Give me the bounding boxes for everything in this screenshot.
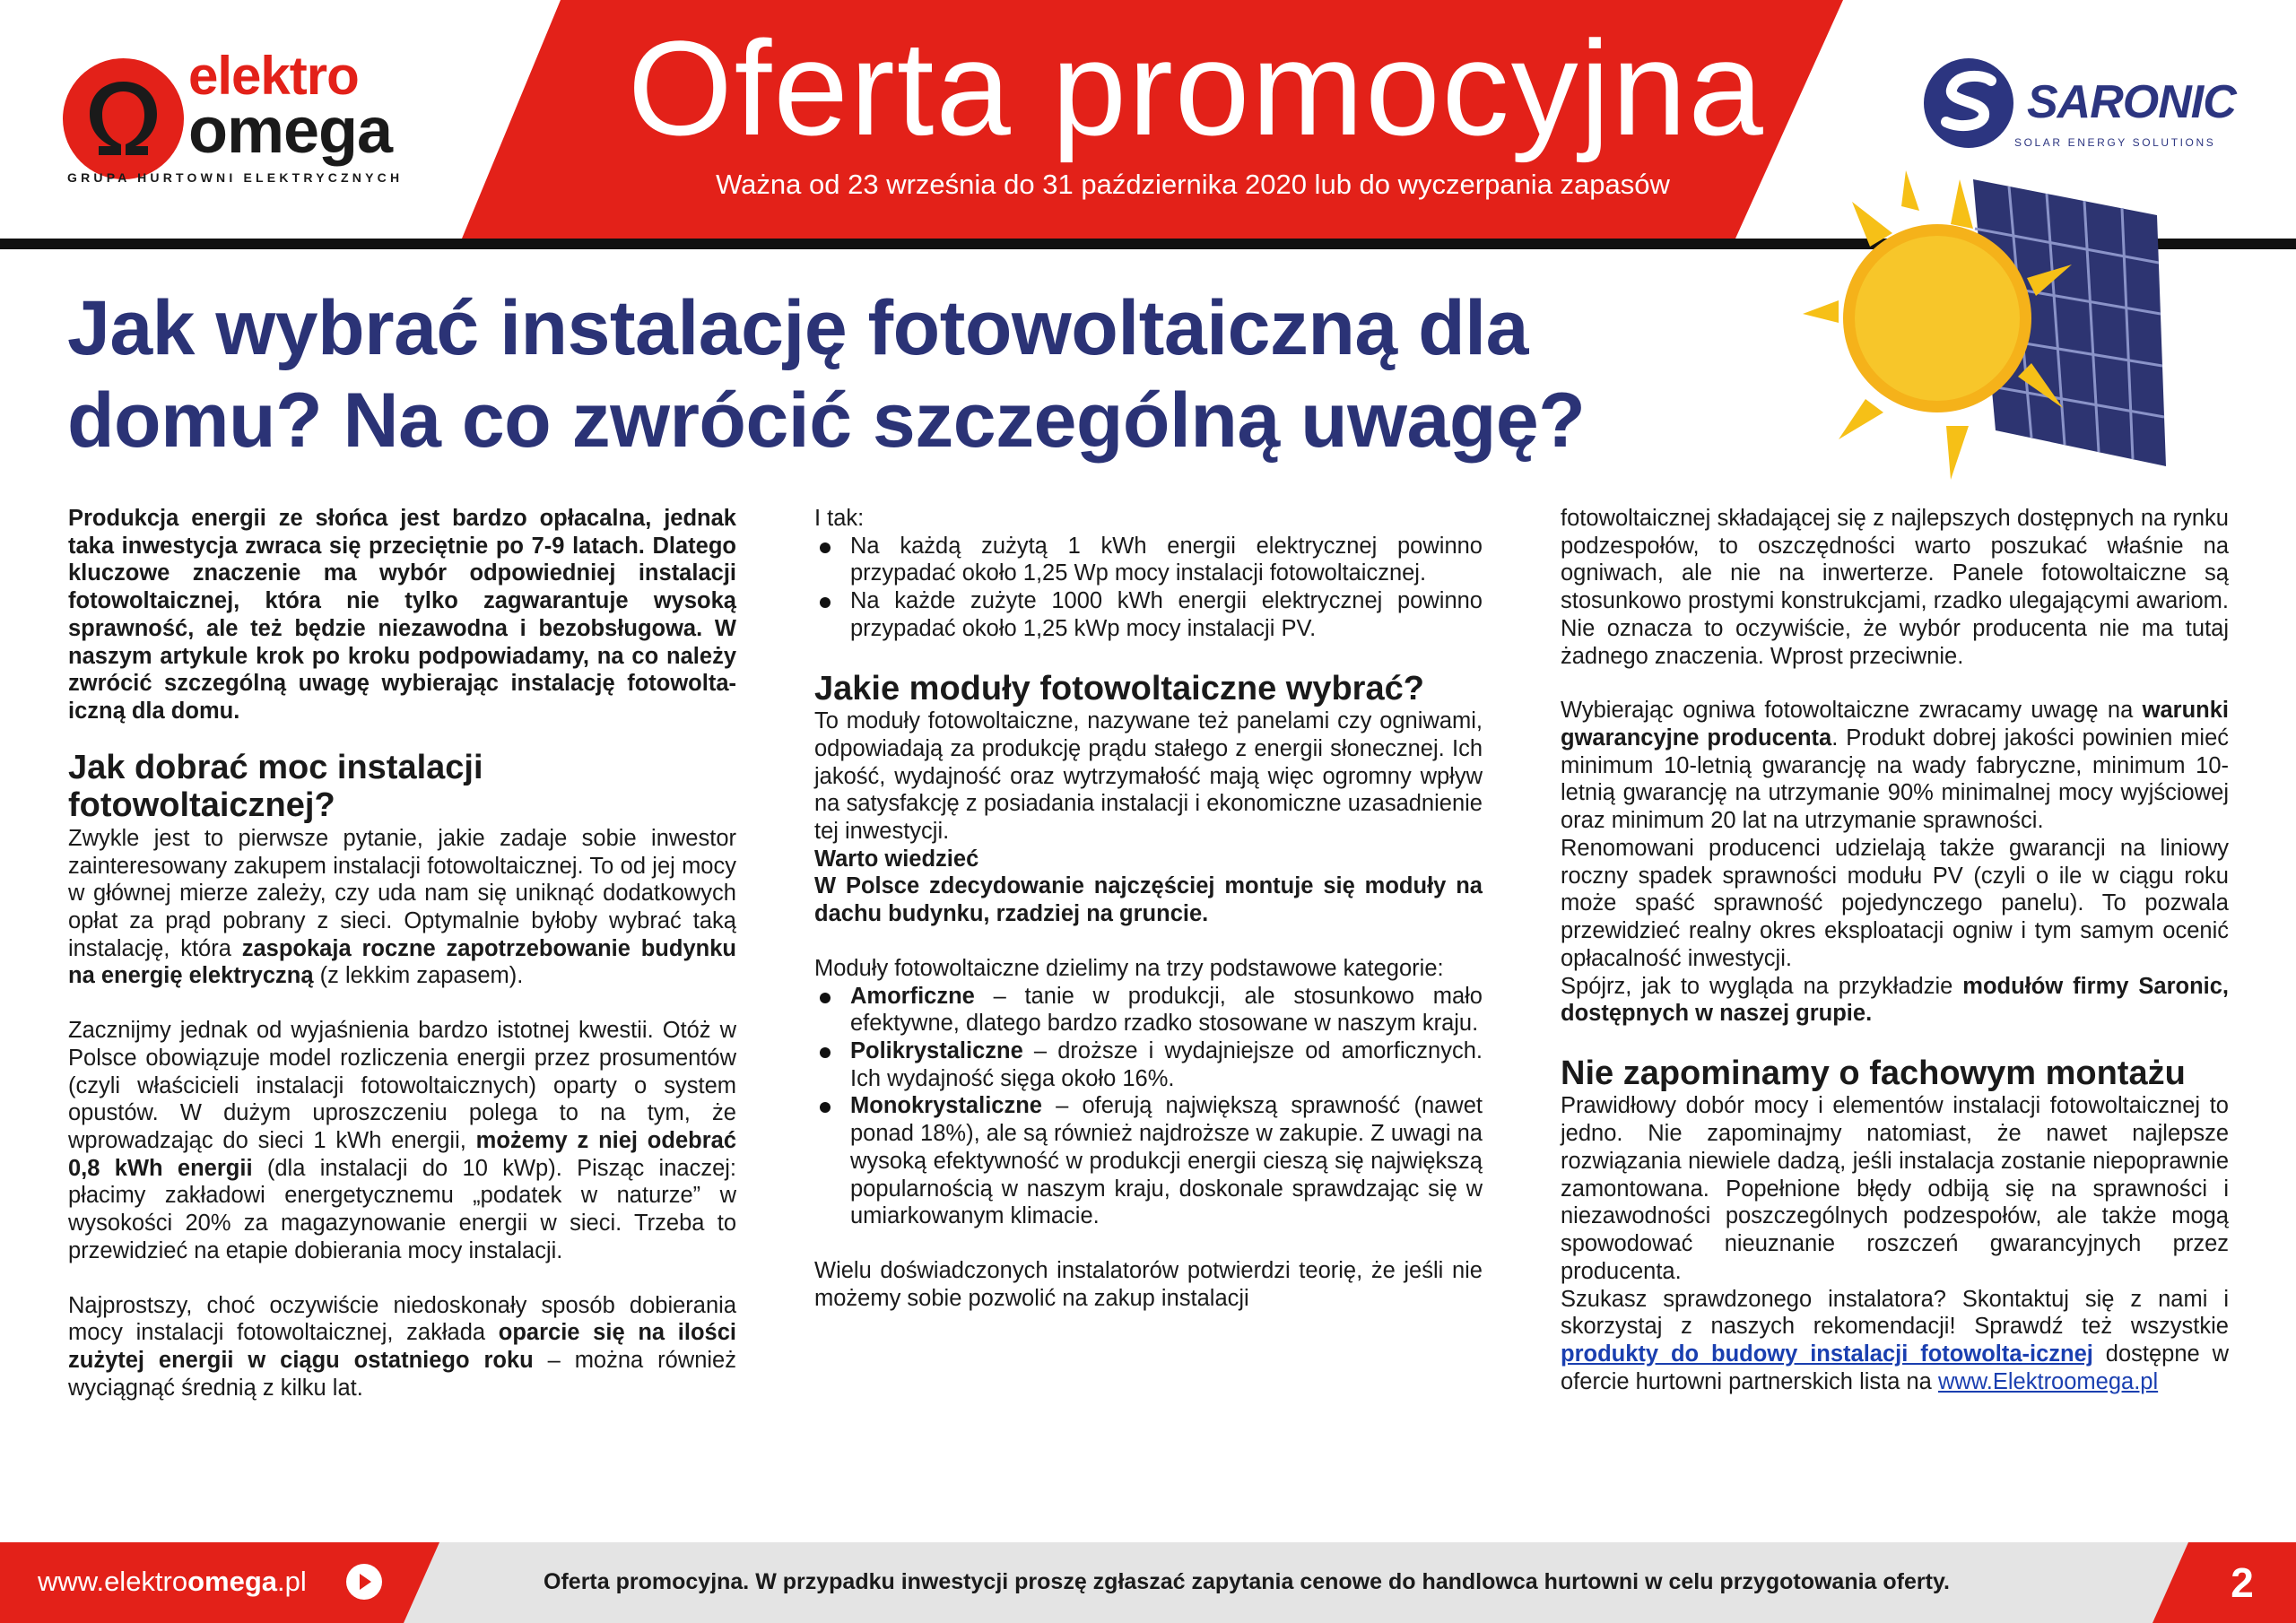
footer <box>0 1542 2296 1623</box>
text-run: Zacznijmy jednak od wyjaśnienia bardzo istotnej kwestii. Otóż w Polsce obowiązuje model rozliczenia energii przez prosumentów (czyli właścicieli instalacji fotowoltaicznych) oparty o system opustów. W dużym uproszczeniu polega to na tym, że wprowadzając do sieci 1 kWh energii, <box>68 1018 736 1154</box>
omega-icon <box>63 58 184 179</box>
play-arrow-icon[interactable] <box>346 1564 382 1600</box>
module-type-desc: – droższe i wydajniejsze od amorficznych. Ich wydajność sięga około 16%. <box>850 1038 1483 1091</box>
text-run: dostępne w ofercie hurtowni partnerskich lista na <box>1561 1341 2229 1394</box>
article-title <box>67 282 1771 467</box>
promo-title: Oferta promocyjna <box>628 13 1765 163</box>
article-lead: Produkcja energii ze słońca jest bardzo opłacalna, jednak taka inwestycja zwraca się przeciętnie po 7-9 latach. Dlatego kluczowe znaczenie ma wybór odpowiedniej instalacji fotowoltaicznej, która nie tylko zagwarantuje wysoką sprawność, ale też będzie niezawodna i bezobsługowa. W naszym artykule krok po kroku podpowiadamy, na co należy zwrócić szczególną uwagę wybierając instalację fotowolta-iczną dla domu. <box>68 506 736 725</box>
tip-label: Warto wiedzieć <box>814 846 979 872</box>
saronic-emblem-icon <box>1919 54 2027 152</box>
module-type-desc: – tanie w produkcji, ale stosunkowo mało efektywne, dlatego bardzo rzadko stosowane w naszym kraju. <box>850 983 1483 1037</box>
paragraph-categories: Moduły fotowoltaiczne dzielimy na trzy podstawowe kategorie: <box>814 955 1444 981</box>
module-type-name: Amorficzne <box>850 983 975 1009</box>
heading-power-selection: Jak dobrać moc instalacji fotowoltaicznej? <box>68 748 483 825</box>
text-run: Zwykle jest to pierwsze pytanie, jakie zadaje sobie inwestor zainteresowany zakupem instalacji fotowoltaicznej. To od jej mocy w głównej mierze zależy, czy uda nam się uniknąć dodatkowych opłat za prąd pobrany z sieci. Optymalnie byłoby wybrać taką instalację, która <box>68 825 736 961</box>
tip-text: W Polsce zdecydowanie najczęściej montuje się moduły na dachu budynku, rzadziej na gruncie. <box>814 873 1483 927</box>
text-run: Szukasz sprawdzonego instalatora? Skontaktuj się z nami i skorzystaj z naszych rekomendacji! Sprawdź też wszystkie <box>1561 1286 2229 1340</box>
list-item: Na każde zużyte 1000 kWh energii elektrycznej powinno przypadać około 1,25 kWp mocy instalacji PV. <box>814 587 1483 642</box>
url-text-bold: omega <box>187 1566 278 1597</box>
saronic-logo[interactable] <box>1919 54 2236 152</box>
logo-group-text: GRUPA HURTOWNI ELEKTRYCZNYCH <box>67 170 404 185</box>
module-type-name: Monokrystaliczne <box>850 1093 1042 1119</box>
list-item: Na każdą zużytą 1 kWh energii elektrycznej powinno przypadać około 1,25 Wp mocy instalacji fotowoltaicznej. <box>814 533 1483 587</box>
article-title-line1: Jak wybrać instalację fotowoltaiczną dla <box>67 285 1528 371</box>
sun-solar-panel-icon <box>1803 170 2179 493</box>
paragraph-components: fotowoltaicznej składającej się z najlepszych dostępnych na rynku podzespołów, to oszczędności warto poszukać właśnie na ogniwach, ale nie na inwerterze. Panele fotowoltaiczne są stosunkowo prostymi konstrukcjami, rzadko ulegającymi awariom. Nie oznacza to oczywiście, że wybór producenta nie ma tutaj żadnego znaczenia. Wprost przeciwnie. <box>1561 506 2229 669</box>
footer-website-link[interactable] <box>38 1566 307 1598</box>
promo-validity: Ważna od 23 września do 31 października 2020 lub do wyczerpania zapasów <box>716 169 1670 200</box>
page-number: 2 <box>2231 1559 2254 1606</box>
paragraph-power-1 <box>68 825 736 990</box>
url-text: www.elektro <box>38 1566 188 1597</box>
paragraph-saronic <box>1561 973 2229 1028</box>
logo-omega-text: omega <box>188 95 393 167</box>
logo-elektro-text: elektro <box>188 46 359 106</box>
text-run: (dla instalacji do 10 kWp). Pisząc inaczej: płacimy zakładowi energetycznemu „podatek w naturze” w wysokości 20% za magazynowanie energii w sieci. Trzeba to przewidzieć na etapie dobierania mocy instalacji. <box>68 1155 736 1263</box>
url-text: .pl <box>277 1566 307 1597</box>
paragraph-warranty <box>1561 697 2229 835</box>
products-link[interactable]: produkty do budowy instalacji fotowolta-icznej <box>1561 1341 2093 1367</box>
module-types-list <box>814 983 1483 1230</box>
text-run: Spójrz, jak to wygląda na przykładzie <box>1561 973 1963 999</box>
text-run: . Produkt dobrej jakości powinien mieć minimum 10-letnią gwarancję na wady fabryczne, minimum 10-letnią gwarancję na utrzymanie 90% minimalnej mocy wyjściowej oraz minimum 20 lat na utrzymanie sprawności. <box>1561 725 2229 834</box>
paragraph-modules: To moduły fotowoltaiczne, nazywane też panelami czy ogniwami, odpowiadają za produkcję prądu stałego z energii słonecznej. Ich jakość, wydajność oraz wytrzymałość mają więc ogromny wpływ na satysfakcję z posiadania instalacji i ekonomiczne uzasadnienie tej inwestycji. <box>814 708 1483 845</box>
elektroomega-link[interactable]: www.Elektroomega.pl <box>1937 1368 2159 1394</box>
paragraph-installation: Prawidłowy dobór mocy i elementów instalacji fotowoltaicznej to jedno. Nie zapominajmy natomiast, że nawet najlepsze rozwiązania niewiele dadzą, jeśli instalacja zostanie niepoprawnie zamontowana. Popełnione błędy odbiją się na sprawności i niezawodności poszczególnych podzespołów, ale także mogą spowodować nieuznanie roszczeń gwarancyjnych przez producenta. <box>1561 1093 2229 1284</box>
paragraph-contact <box>1561 1286 2229 1396</box>
saronic-wordmark: SARONIC <box>2027 76 2236 128</box>
text-run: – można również wyciągnąć średnią z kilku lat. <box>68 1348 736 1401</box>
saronic-tagline: SOLAR ENERGY SOLUTIONS <box>2014 136 2216 149</box>
elektroomega-logo[interactable] <box>63 46 439 193</box>
paragraph-simplest-method <box>68 1292 736 1402</box>
heading-module-selection: Jakie moduły fotowoltaiczne wybrać? <box>814 669 1424 707</box>
heading-installation: Nie zapominamy o fachowym montażu <box>1561 1054 2186 1092</box>
footer-note: Oferta promocyjna. W przypadku inwestycji proszę zgłaszać zapytania cenowe do handlowca hurtowni w celu przygotowania oferty. <box>544 1569 1950 1594</box>
text-run-bold: zaspokaja roczne zapotrzebowanie budynku na energię elektryczną <box>68 935 736 989</box>
paragraph-intro: I tak: <box>814 506 865 531</box>
text-run-bold: modułów firmy Saronic, dostępnych w naszej grupie. <box>1561 973 2229 1027</box>
list-item <box>814 1037 1483 1092</box>
module-type-desc: – oferują największą sprawność (nawet ponad 18%), ale są również najdroższe w zakupie. Z uwagi na wysoką efektywność w produkcji energii cieszą się największą popularnością w naszym kraju, doskonale sprawdzając się w umiarkowanym klimacie. <box>850 1093 1483 1229</box>
power-rules-list <box>814 533 1483 643</box>
text-run-bold: możemy z niej odebrać 0,8 kWh energii <box>68 1128 737 1181</box>
column-3 <box>1561 505 2229 1395</box>
list-item <box>814 1092 1483 1230</box>
column-2 <box>814 505 1483 1313</box>
text-run: (z lekkim zapasem). <box>313 963 524 989</box>
text-run-bold: oparcie się na ilości zużytej energii w ciągu ostatniego roku <box>68 1320 736 1374</box>
paragraph-degradation: Renomowani producenci udzielają także gwarancji na liniowy roczny spadek sprawności modułu PV (czyli o ile w ciągu roku może spaść sprawność pojedynczego panelu). To pozwala przewidzieć realny okres eksploatacji ogniw i tym samym ocenić opłacalność inwestycji. <box>1561 835 2229 971</box>
column-1 <box>68 505 736 1402</box>
text-run: Wybierając ogniwa fotowoltaiczne zwracamy uwagę na <box>1561 698 2143 724</box>
paragraph-prosumer <box>68 1017 736 1264</box>
text-run: Najprostszy, choć oczywiście niedoskonały sposób dobierania mocy instalacji fotowoltaicznej, zakłada <box>68 1292 736 1346</box>
text-run-bold: warunki gwarancyjne producenta <box>1561 698 2229 751</box>
module-type-name: Polikrystaliczne <box>850 1038 1023 1064</box>
list-item <box>814 983 1483 1037</box>
paragraph-installers: Wielu doświadczonych instalatorów potwierdzi teorię, że jeśli nie możemy sobie pozwolić na zakup instalacji <box>814 1258 1483 1311</box>
article-title-line2: domu? Na co zwrócić szczególną uwagę? <box>67 378 1586 464</box>
